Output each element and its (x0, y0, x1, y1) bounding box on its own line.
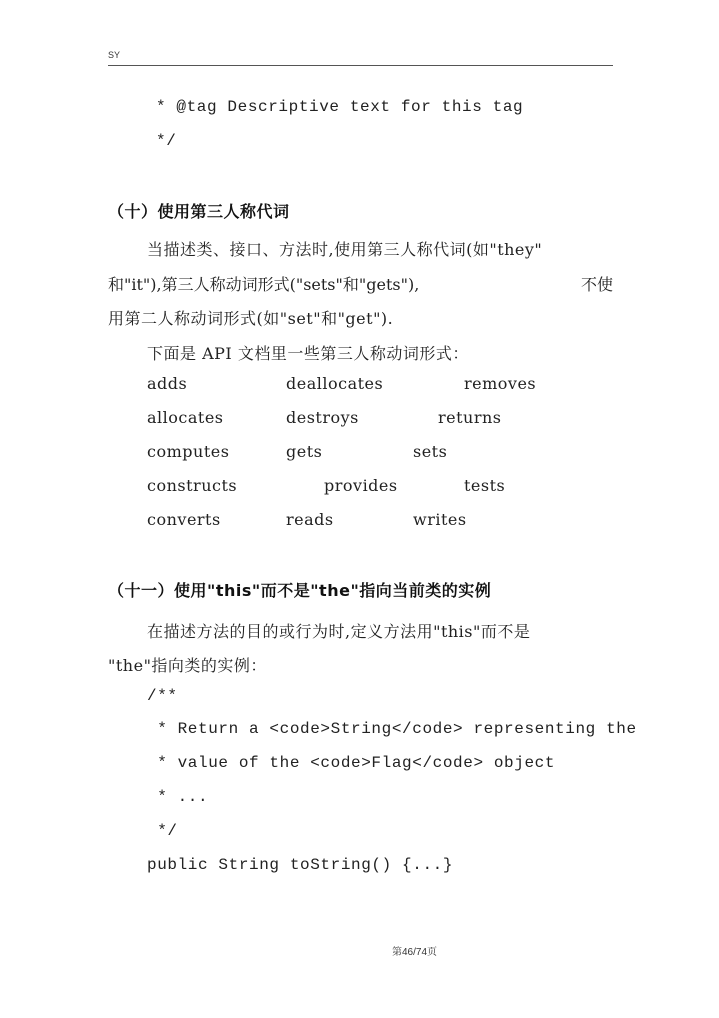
verb-item: computes (147, 442, 230, 461)
code-line: */ (156, 132, 177, 150)
page-number: 第46/74页 (391, 947, 438, 958)
paragraph-text: 不使 (580, 275, 613, 294)
verb-item: constructs (147, 476, 238, 495)
verb-item: allocates (147, 408, 224, 427)
paragraph-line: 用第二人称动词形式(如"set"和"get"). (108, 309, 394, 328)
verb-item: provides (324, 476, 398, 495)
code-line: * ... (147, 788, 209, 806)
paragraph-line: 下面是 API 文档里一些第三人称动词形式： (147, 344, 469, 363)
verb-item: destroys (286, 408, 359, 427)
code-line: * @tag Descriptive text for this tag (156, 98, 524, 116)
verb-item: reads (286, 510, 334, 529)
verb-item: sets (413, 442, 448, 461)
section-heading: （十）使用第三人称代词 (108, 202, 290, 221)
verb-item: removes (464, 374, 537, 393)
verb-item: tests (464, 476, 506, 495)
verb-item: returns (438, 408, 502, 427)
code-line: * Return a <code>String</code> representing the (147, 720, 637, 738)
header-rule (108, 65, 613, 66)
verb-item: adds (147, 374, 188, 393)
paragraph-line: "the"指向类的实例： (108, 656, 267, 675)
code-line: */ (147, 822, 178, 840)
code-line: /** (147, 687, 178, 705)
verb-item: converts (147, 510, 221, 529)
paragraph-line: 当描述类、接口、方法时,使用第三人称代词(如"they" (147, 240, 543, 259)
section-heading: （十一）使用"this"而不是"the"指向当前类的实例 (108, 581, 492, 600)
verb-item: writes (413, 510, 467, 529)
paragraph-line (108, 272, 613, 295)
code-line: public String toString() {...} (147, 856, 454, 874)
paragraph-text: 和"it"),第三人称动词形式("sets"和"gets"), (108, 275, 420, 294)
verb-item: gets (286, 442, 323, 461)
code-line: * value of the <code>Flag</code> object (147, 754, 556, 772)
header-label: SY (108, 50, 121, 60)
verb-item: deallocates (286, 374, 384, 393)
paragraph-line: 在描述方法的目的或行为时,定义方法用"this"而不是 (147, 622, 531, 641)
